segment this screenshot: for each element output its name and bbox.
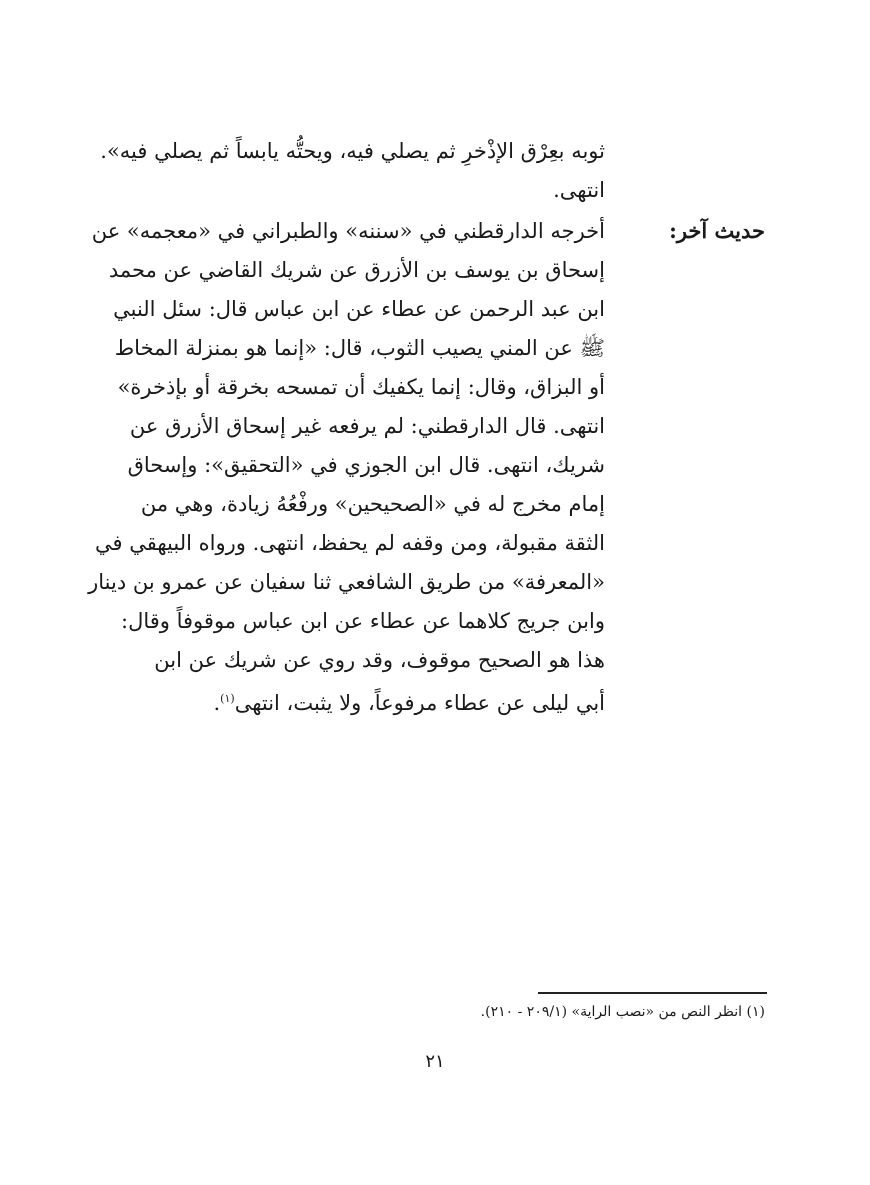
period: . xyxy=(213,691,221,715)
text-line-last xyxy=(170,679,605,719)
text-line: هذا هو الصحيح موقوف، وقد روي عن شريك عن ابن xyxy=(154,648,605,672)
text-line: الثقة مقبولة، ومن وقفه لم يحفظ، انتهى. ورواه البيهقي في xyxy=(95,531,605,555)
text-line: وابن جريج كلاهما عن عطاء عن ابن عباس موقوفاً وقال: xyxy=(121,609,605,633)
text-line: انتهى. قال الدارقطني: لم يرفعه غير إسحاق الأزرق عن xyxy=(129,414,605,438)
text-line: انتهى. xyxy=(553,178,605,202)
page-number: ٢١ xyxy=(425,1051,445,1072)
text-line: إمام مخرج له في «الصحيحين» ورفْعُهُ زيادة، وهي من xyxy=(140,492,605,516)
footnote: (١) انظر النص من «نصب الراية» (٢٠٩/١ - ٢١٠). xyxy=(480,1004,765,1020)
footnote-reference: (١) xyxy=(220,692,235,705)
text-line: أخرجه الدارقطني في «سننه» والطبراني في «معجمه» عن xyxy=(91,219,605,243)
text-line: ابن عبد الرحمن عن عطاء عن ابن عباس قال: سئل النبي xyxy=(113,297,605,321)
section-heading: حديث آخر: xyxy=(669,218,765,243)
text-line: ﷺ عن المني يصيب الثوب، قال: «إنما هو بمنزلة المخاط xyxy=(114,336,605,360)
footnote-divider xyxy=(538,992,767,994)
text-line: «المعرفة» من طريق الشافعي ثنا سفيان عن عمرو بن دينار xyxy=(88,570,605,594)
text-line: شريك، انتهى. قال ابن الجوزي في «التحقيق»: وإسحاق xyxy=(127,453,605,477)
text-line: أو البزاق، وقال: إنما يكفيك أن تمسحه بخرقة أو بإذخرة» xyxy=(117,375,605,399)
text-line: ثوبه بعِرْق الإذْخرِ ثم يصلي فيه، ويحتُّه يابساً ثم يصلي فيه». xyxy=(100,139,605,163)
last-line-text: أبي ليلى عن عطاء مرفوعاً، ولا يثبت، انتهى xyxy=(234,691,605,715)
text-line: إسحاق بن يوسف بن الأزرق عن شريك القاضي عن محمد xyxy=(108,258,605,282)
